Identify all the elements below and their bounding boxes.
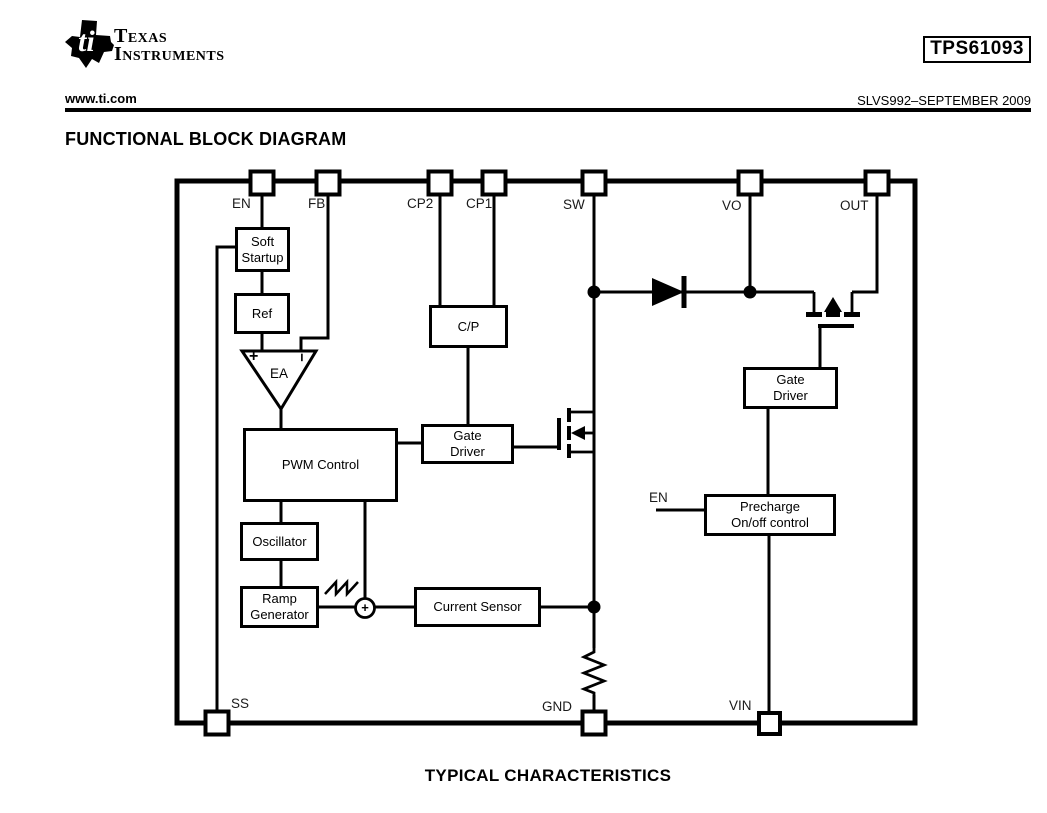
sawtooth-ramp-icon — [325, 582, 358, 594]
block-current-sensor — [414, 587, 541, 627]
block-label: Ramp — [262, 591, 297, 606]
section-title: FUNCTIONAL BLOCK DIAGRAM — [65, 129, 347, 149]
pin-square-cp2 — [429, 172, 452, 195]
block-precharge-control — [704, 494, 836, 536]
block-label: Oscillator — [252, 533, 307, 549]
pin-square-gnd — [583, 712, 606, 735]
pin-label-fb: FB — [308, 196, 326, 211]
block-label: C/P — [457, 318, 480, 334]
block-label: Soft — [250, 233, 275, 249]
pin-label-cp2: CP2 — [407, 196, 434, 211]
pin-square-vo — [739, 172, 762, 195]
pin-square-fb — [317, 172, 340, 195]
pin-square-ss — [206, 712, 229, 735]
block-gate-driver-main — [421, 424, 514, 464]
website-text: www.ti.com — [65, 91, 137, 106]
part-number-badge: TPS61093 — [923, 36, 1031, 63]
rectifier-diode — [652, 276, 684, 308]
pin-square-cp1 — [483, 172, 506, 195]
block-label: Current Sensor — [433, 599, 522, 614]
block-label: On/off control — [731, 515, 809, 530]
nmos-switch-transistor — [559, 408, 594, 458]
block-label: Gate — [453, 428, 482, 443]
brand-word-texas: Texas — [114, 25, 168, 47]
error-amp-label: EA — [270, 366, 289, 381]
pin-label-sw: SW — [563, 197, 585, 212]
block-soft-startup — [235, 227, 290, 272]
block-label: Generator — [250, 607, 309, 622]
block-pwm-control — [243, 428, 398, 502]
footer-section-title: TYPICAL CHARACTERISTICS — [424, 766, 672, 785]
block-label: Precharge — [740, 499, 800, 514]
summing-junction-plus: + — [361, 599, 369, 615]
block-ramp-generator — [240, 586, 319, 628]
block-charge-pump — [429, 305, 508, 348]
error-amp-plus-input: + — [249, 348, 259, 365]
block-label: Driver — [450, 444, 485, 459]
pin-label-cp1: CP1 — [466, 196, 493, 211]
pin-label-vo: VO — [722, 198, 742, 213]
internal-en-label: EN — [649, 490, 668, 505]
block-label: Driver — [773, 388, 808, 403]
document-code: SLVS992–SEPTEMBER 2009 — [857, 93, 1031, 108]
block-label: PWM Control — [281, 457, 360, 472]
pin-square-en — [251, 172, 274, 195]
sense-resistor — [584, 648, 604, 695]
pin-label-gnd: GND — [542, 699, 572, 714]
pin-label-vin: VIN — [729, 698, 752, 713]
pin-label-en: EN — [232, 196, 251, 211]
ti-monogram: ti — [78, 25, 95, 58]
block-label: Gate — [776, 372, 805, 387]
pin-label-out: OUT — [840, 198, 869, 213]
brand-word-instruments: Instruments — [114, 43, 225, 65]
error-amp-minus-input: − — [292, 353, 310, 362]
block-oscillator — [240, 522, 319, 561]
pin-square-sw — [583, 172, 606, 195]
pmos-isolation-transistor — [806, 292, 860, 326]
pin-label-ss: SS — [231, 696, 250, 711]
junction-dots — [588, 286, 757, 614]
pin-square-vin — [759, 713, 780, 734]
pin-square-out — [866, 172, 889, 195]
block-label: Startup — [241, 249, 284, 265]
block-gate-driver-precharge — [743, 367, 838, 409]
block-label: Ref — [251, 305, 273, 321]
block-ref — [234, 293, 290, 334]
